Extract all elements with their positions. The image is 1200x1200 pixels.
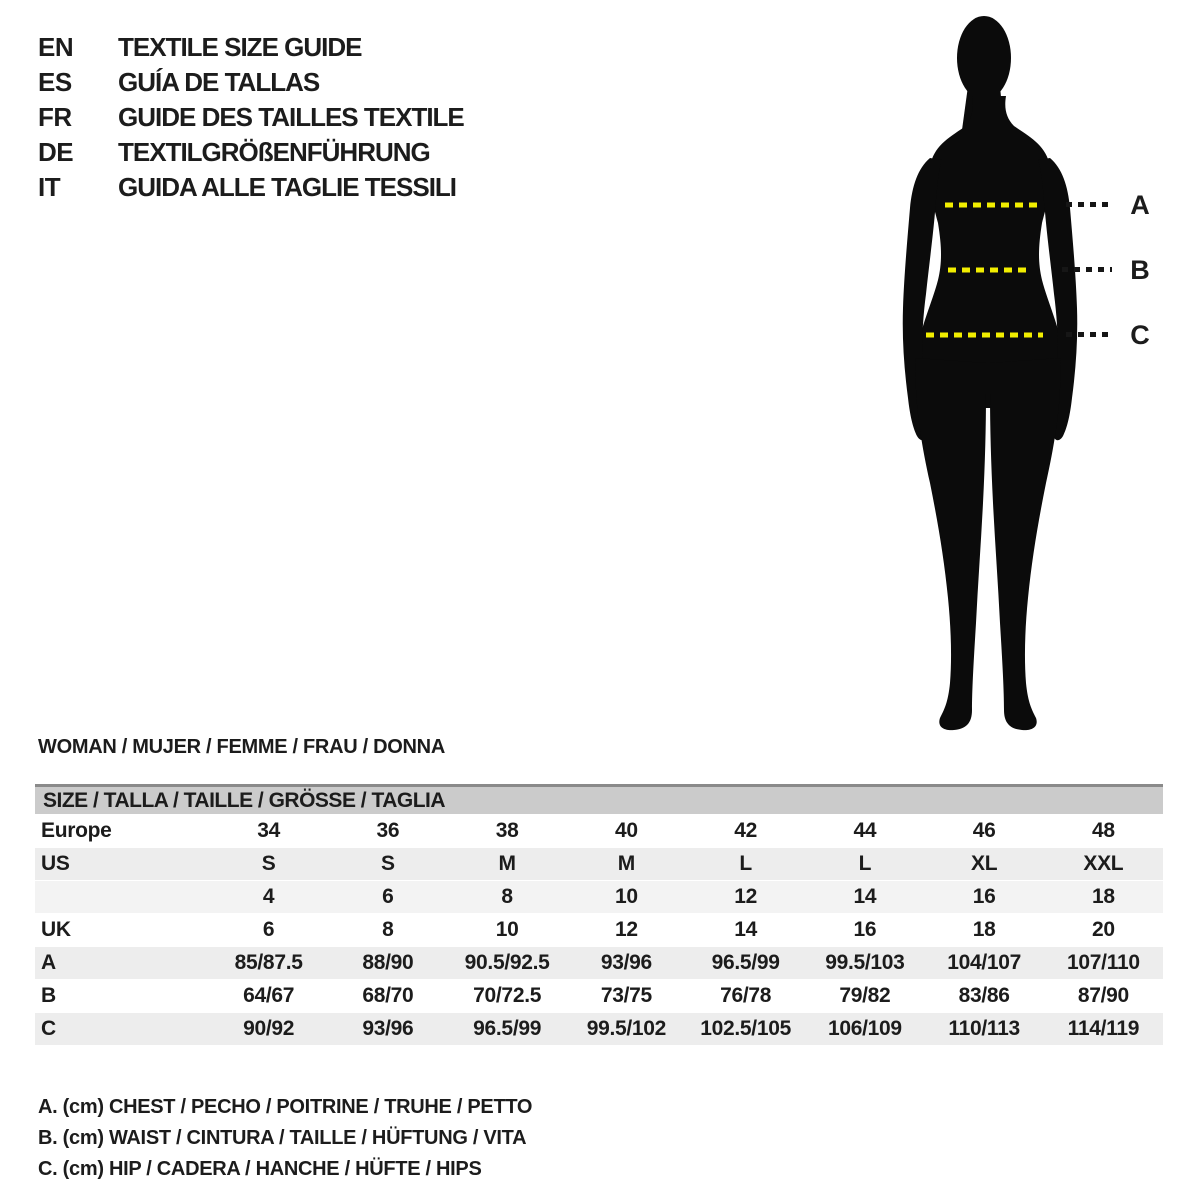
size-row-label: US — [41, 852, 70, 875]
size-cell: 10 — [495, 918, 519, 941]
language-code: EN — [38, 32, 74, 62]
pointer-line-b — [1062, 267, 1112, 272]
size-cell: 68/70 — [362, 984, 414, 1007]
size-cell: 18 — [1091, 885, 1115, 908]
size-cell: 12 — [614, 918, 638, 941]
language-row — [38, 100, 464, 135]
legend-line: A. (cm) CHEST / PECHO / POITRINE / TRUHE / PETTO — [38, 1096, 533, 1118]
language-code: DE — [38, 137, 74, 167]
silhouette-right-leg — [990, 358, 1060, 730]
size-cell: 99.5/102 — [586, 1017, 667, 1040]
silhouette-left-leg — [916, 358, 986, 730]
size-cell: XL — [971, 852, 998, 875]
size-cell: 107/110 — [1067, 951, 1140, 974]
size-cell: 85/87.5 — [234, 951, 303, 974]
size-cell: L — [739, 852, 752, 875]
pointer-line-a — [1066, 202, 1112, 207]
size-cell: 8 — [382, 918, 394, 941]
marker-label-c: C — [1130, 320, 1150, 350]
size-cell: 38 — [495, 819, 519, 842]
size-table-body — [35, 814, 1163, 1045]
size-cell: 16 — [853, 918, 877, 941]
size-cell: 16 — [972, 885, 996, 908]
size-cell: 76/78 — [720, 984, 772, 1007]
size-cell: 14 — [853, 885, 877, 908]
size-row-label: A — [41, 951, 56, 974]
size-cell: 70/72.5 — [473, 984, 542, 1007]
size-cell: 106/109 — [827, 1017, 902, 1040]
size-cell: 44 — [853, 819, 877, 842]
marker-label-b: B — [1130, 255, 1150, 285]
size-cell: 6 — [382, 885, 394, 908]
language-list — [38, 30, 464, 205]
language-code: FR — [38, 102, 72, 132]
size-cell: 4 — [262, 885, 275, 908]
language-title: TEXTILE SIZE GUIDE — [118, 32, 362, 62]
language-code: IT — [38, 172, 61, 202]
pointer-line-c — [1066, 332, 1112, 337]
size-cell: 34 — [257, 819, 280, 842]
size-cell: 96.5/99 — [711, 951, 780, 974]
size-cell: L — [858, 852, 872, 875]
language-title: TEXTILGRÖßENFÜHRUNG — [118, 137, 430, 167]
size-table-row — [35, 814, 1163, 847]
woman-figure — [900, 8, 1080, 741]
language-row — [38, 170, 464, 205]
size-row-label: Europe — [41, 819, 112, 842]
size-cell: 36 — [376, 819, 400, 842]
size-cell: 93/96 — [362, 1017, 414, 1040]
size-cell: 102.5/105 — [700, 1017, 791, 1040]
size-cell: 110/113 — [948, 1017, 1020, 1040]
language-title: GUÍA DE TALLAS — [118, 67, 320, 97]
size-cell: XXL — [1083, 852, 1124, 875]
size-cell: 42 — [734, 819, 757, 842]
language-row — [38, 135, 464, 170]
size-cell: 20 — [1091, 918, 1115, 941]
size-cell: 40 — [614, 819, 638, 842]
size-table — [35, 784, 1163, 1045]
size-cell: 96.5/99 — [473, 1017, 542, 1040]
size-table-row — [35, 847, 1163, 880]
size-row-label: B — [41, 984, 56, 1007]
size-cell: 99.5/103 — [825, 951, 905, 974]
size-cell: 18 — [972, 918, 996, 941]
size-cell: 48 — [1091, 819, 1115, 842]
size-cell: 83/86 — [958, 984, 1010, 1007]
size-cell: 64/67 — [243, 984, 295, 1007]
size-table-row — [35, 1012, 1163, 1045]
language-code: ES — [38, 67, 72, 97]
legend-line: B. (cm) WAIST / CINTURA / TAILLE / HÜFTUNG / VITA — [38, 1127, 527, 1149]
size-cell: 12 — [734, 885, 757, 908]
size-cell: 88/90 — [362, 951, 414, 974]
size-table-row — [35, 979, 1163, 1012]
size-cell: 8 — [501, 885, 513, 908]
size-cell: 87/90 — [1077, 984, 1129, 1007]
size-table-row — [35, 913, 1163, 946]
size-cell: 46 — [972, 819, 996, 842]
size-cell: M — [498, 852, 516, 875]
language-row — [38, 30, 464, 65]
size-table-row — [35, 880, 1163, 913]
size-cell: 93/96 — [600, 951, 652, 974]
size-table-row — [35, 946, 1163, 979]
size-cell: S — [261, 852, 276, 875]
legend-line: C. (cm) HIP / CADERA / HANCHE / HÜFTE / HIPS — [38, 1158, 482, 1180]
size-row-label: C — [41, 1017, 56, 1040]
size-cell: 90/92 — [243, 1017, 295, 1040]
size-table-header: SIZE / TALLA / TAILLE / GRÖSSE / TAGLIA — [35, 784, 1163, 814]
language-row — [38, 65, 464, 100]
size-cell: 6 — [262, 918, 275, 941]
language-title: GUIDA ALLE TAGLIE TESSILI — [118, 172, 457, 202]
marker-label-a: A — [1130, 190, 1150, 220]
size-cell: S — [381, 852, 395, 875]
size-cell: M — [617, 852, 635, 875]
size-cell: 73/75 — [600, 984, 652, 1007]
size-cell: 90.5/92.5 — [464, 951, 550, 974]
language-title: GUIDE DES TAILLES TEXTILE — [118, 102, 464, 132]
measurement-legend — [38, 1092, 532, 1185]
section-title: WOMAN / MUJER / FEMME / FRAU / DONNA — [38, 736, 445, 758]
size-cell: 14 — [734, 918, 757, 941]
size-cell: 79/82 — [839, 984, 891, 1007]
size-cell: 114/119 — [1067, 1017, 1140, 1040]
size-cell: 10 — [614, 885, 638, 908]
size-cell: 104/107 — [947, 951, 1022, 974]
size-row-label: UK — [41, 918, 71, 941]
woman-silhouette — [900, 8, 1080, 741]
